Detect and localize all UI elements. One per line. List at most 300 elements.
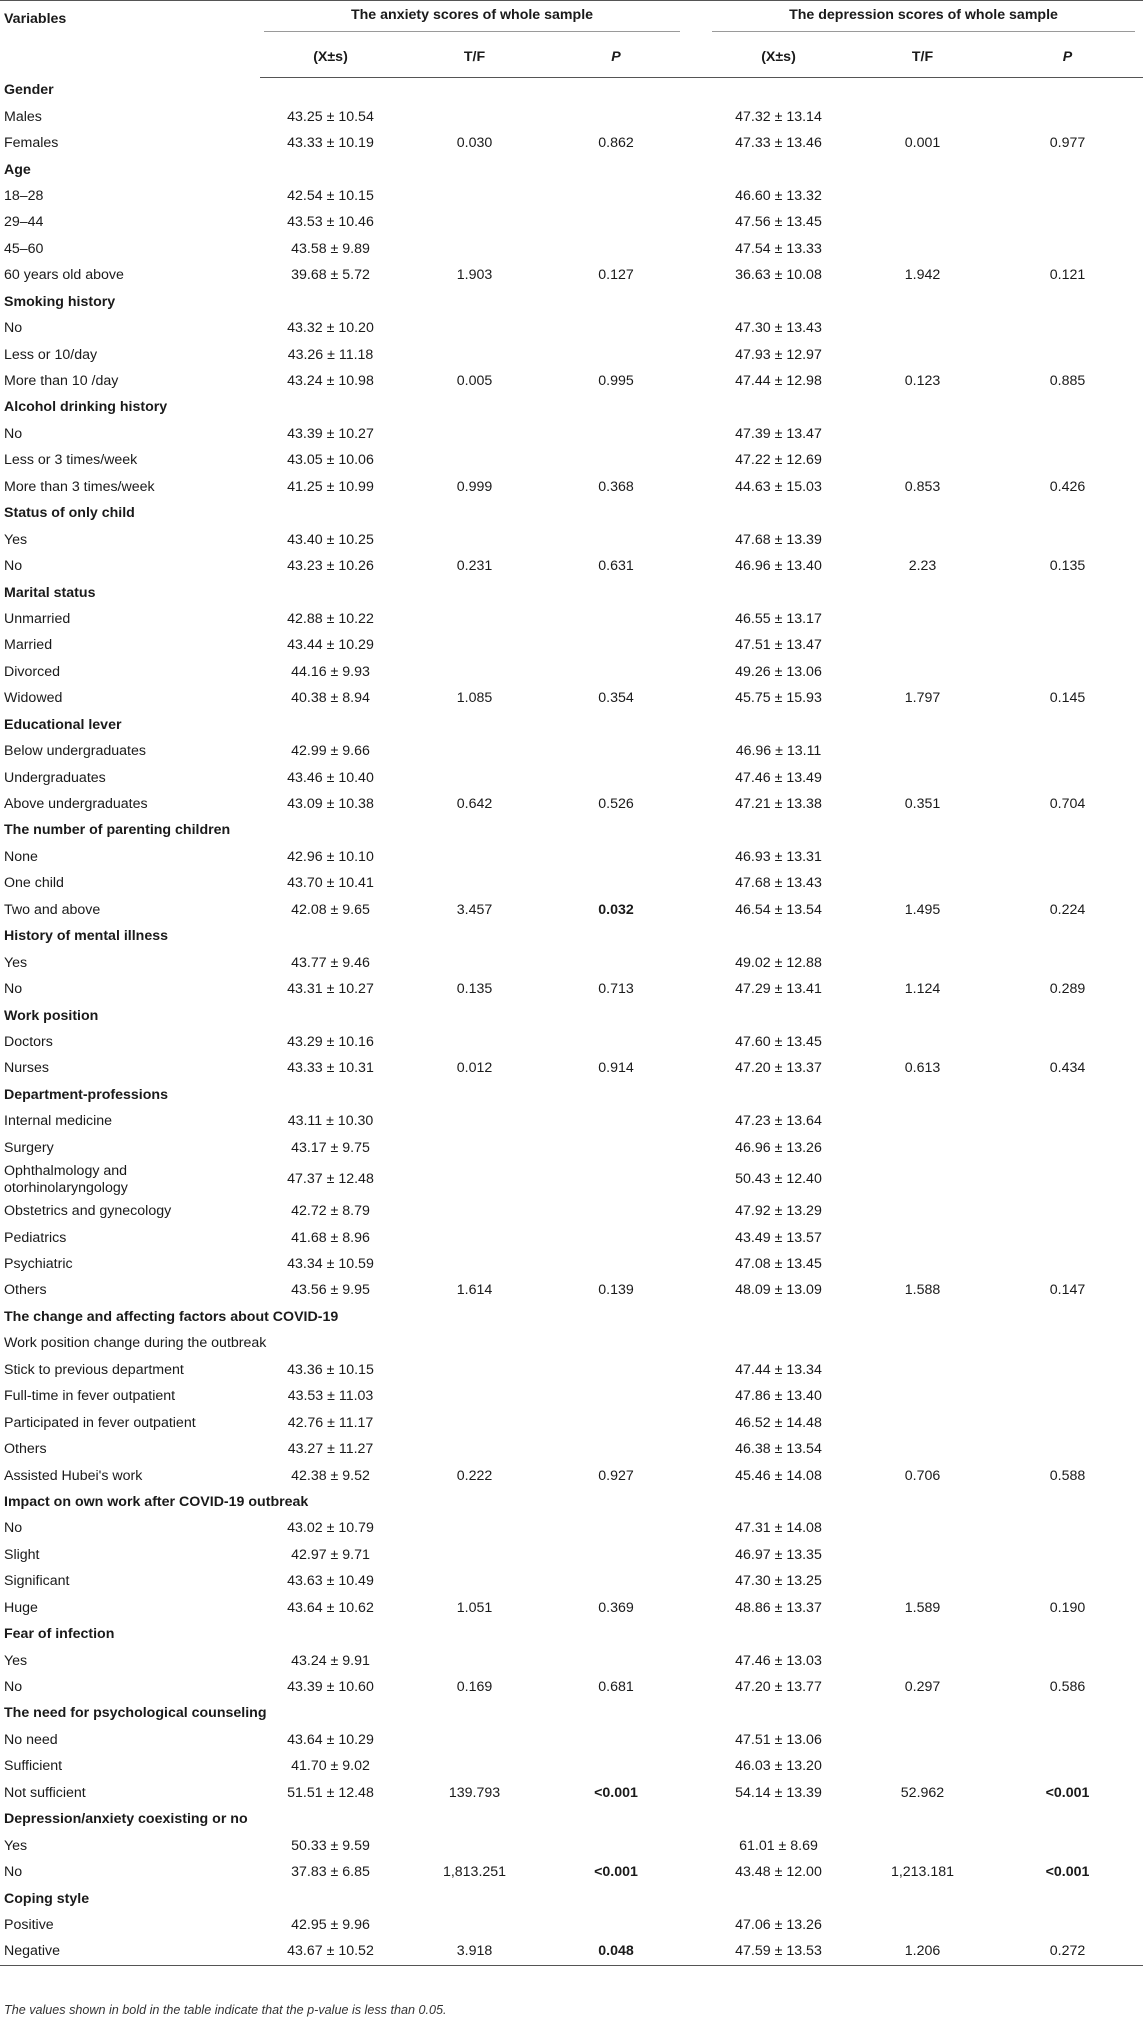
table-row xyxy=(0,606,1143,632)
column-spacer xyxy=(688,421,708,447)
table-row xyxy=(0,263,1143,289)
row-label: Surgery xyxy=(4,1139,54,1156)
a-mean-cell: 42.38 ± 9.52 xyxy=(291,1467,370,1484)
d-mean-cell: 36.63 ± 10.08 xyxy=(735,267,822,284)
a-mean-cell: 43.02 ± 10.79 xyxy=(287,1520,374,1537)
column-spacer xyxy=(688,236,708,262)
d-mean-cell: 46.54 ± 13.54 xyxy=(735,901,822,918)
a-mean-cell: 43.09 ± 10.38 xyxy=(287,796,374,813)
section-label: The need for psychological counseling xyxy=(4,1705,267,1722)
d-tf-cell xyxy=(853,448,996,474)
d-p-cell: 0.145 xyxy=(1049,690,1086,707)
row-label: Yes xyxy=(4,1837,28,1854)
a-mean-cell: 42.97 ± 9.71 xyxy=(291,1546,370,1563)
a-tf-cell xyxy=(405,659,548,685)
a-mean-cell: 43.39 ± 10.27 xyxy=(287,425,374,442)
row-label: No xyxy=(4,981,23,998)
section-row xyxy=(0,289,1143,315)
d-mean-cell: 47.32 ± 13.14 xyxy=(735,108,822,125)
a-mean-cell: 43.31 ± 10.27 xyxy=(287,981,374,998)
column-spacer xyxy=(688,1727,708,1753)
row-label: One child xyxy=(4,875,64,892)
table-row xyxy=(0,1029,1143,1055)
d-mean-cell: 44.63 ± 15.03 xyxy=(735,478,822,495)
a-tf-cell xyxy=(405,765,548,791)
row-label: More than 3 times/week xyxy=(4,478,155,495)
column-spacer xyxy=(688,871,708,897)
column-spacer xyxy=(688,1029,708,1055)
row-label: Huge xyxy=(4,1599,38,1616)
row-label: No xyxy=(4,425,23,442)
column-spacer xyxy=(688,1463,708,1489)
d-tf-cell xyxy=(853,844,996,870)
d-tf-cell xyxy=(853,1436,996,1462)
a-mean-cell: 43.46 ± 10.40 xyxy=(287,769,374,786)
section-row xyxy=(0,501,1143,527)
d-mean-cell: 46.96 ± 13.11 xyxy=(735,743,822,760)
a-mean-cell: 41.70 ± 9.02 xyxy=(291,1758,370,1775)
a-p-cell xyxy=(548,342,688,368)
a-p-cell xyxy=(548,633,688,659)
a-p-cell xyxy=(548,1542,688,1568)
d-p-cell xyxy=(996,1410,1143,1436)
row-label: Positive xyxy=(4,1916,54,1933)
section-row xyxy=(0,1489,1143,1515)
d-tf-cell xyxy=(853,1648,996,1674)
d-tf-cell xyxy=(853,342,996,368)
a-tf-cell xyxy=(405,871,548,897)
table-row xyxy=(0,871,1143,897)
a-tf-cell: 0.135 xyxy=(456,981,493,998)
d-mean-cell: 47.23 ± 13.64 xyxy=(735,1113,822,1130)
d-tf-cell xyxy=(853,1912,996,1938)
row-label: Full-time in fever outpatient xyxy=(4,1388,176,1405)
row-label: Obstetrics and gynecology xyxy=(4,1203,172,1220)
d-mean-cell: 47.46 ± 13.49 xyxy=(735,769,822,786)
table-row xyxy=(0,1780,1143,1806)
column-spacer xyxy=(688,659,708,685)
a-mean-cell: 44.16 ± 9.93 xyxy=(291,663,370,680)
table-row xyxy=(0,791,1143,817)
d-tf-cell xyxy=(853,1251,996,1277)
d-tf-cell xyxy=(853,1569,996,1595)
a-p-cell xyxy=(548,1357,688,1383)
d-mean-cell: 45.46 ± 14.08 xyxy=(735,1467,822,1484)
d-mean-cell: 46.96 ± 13.40 xyxy=(735,558,822,575)
section-row xyxy=(0,1807,1143,1833)
d-p-cell: 0.135 xyxy=(1049,558,1086,575)
table-row xyxy=(0,1410,1143,1436)
a-p-cell: 0.354 xyxy=(598,690,634,707)
table-row xyxy=(0,844,1143,870)
d-mean-cell: 49.02 ± 12.88 xyxy=(735,954,822,971)
d-tf-cell xyxy=(853,236,996,262)
d-p-cell: 0.289 xyxy=(1049,981,1086,998)
d-tf-cell xyxy=(853,871,996,897)
header-depression-mean: (X±s) xyxy=(708,37,853,78)
d-mean-cell: 49.26 ± 13.06 xyxy=(735,663,822,680)
a-mean-cell: 43.29 ± 10.16 xyxy=(287,1033,374,1050)
section-row xyxy=(0,712,1143,738)
a-p-cell xyxy=(548,1251,688,1277)
d-p-cell xyxy=(996,871,1143,897)
column-spacer xyxy=(688,606,708,632)
d-p-cell: <0.001 xyxy=(1045,1864,1090,1881)
header-depression-group-label: The depression scores of whole sample xyxy=(712,7,1135,32)
a-tf-cell xyxy=(405,1516,548,1542)
a-mean-cell: 43.67 ± 10.52 xyxy=(260,1939,405,1965)
header-variables: Variables xyxy=(0,1,260,78)
d-p-cell: 0.272 xyxy=(996,1939,1143,1965)
row-label: Males xyxy=(4,108,42,125)
a-tf-cell xyxy=(405,1161,548,1198)
table-row xyxy=(0,1833,1143,1859)
column-spacer xyxy=(688,1912,708,1938)
d-tf-cell xyxy=(853,1410,996,1436)
row-label: Nurses xyxy=(4,1060,49,1077)
table-row xyxy=(0,1056,1143,1082)
d-p-cell xyxy=(996,315,1143,341)
a-p-cell xyxy=(548,1198,688,1224)
a-p-cell: 0.914 xyxy=(598,1060,634,1077)
a-tf-cell xyxy=(405,1436,548,1462)
a-mean-cell: 51.51 ± 12.48 xyxy=(287,1784,374,1801)
row-label: Unmarried xyxy=(4,610,71,627)
d-tf-cell: 0.123 xyxy=(904,373,941,390)
a-mean-cell: 43.33 ± 10.31 xyxy=(287,1060,374,1077)
subsection-label: Work position change during the outbreak xyxy=(4,1335,267,1352)
a-p-cell xyxy=(548,1727,688,1753)
column-spacer xyxy=(688,315,708,341)
row-label: Two and above xyxy=(4,901,101,918)
a-tf-cell: 1.903 xyxy=(456,267,493,284)
table-row xyxy=(0,474,1143,500)
table-row xyxy=(0,897,1143,923)
a-mean-cell: 39.68 ± 5.72 xyxy=(291,267,370,284)
table-row xyxy=(0,1542,1143,1568)
a-mean-cell: 50.33 ± 9.59 xyxy=(291,1837,370,1854)
column-spacer xyxy=(688,1859,708,1885)
a-tf-cell: 0.005 xyxy=(456,373,493,390)
row-label: 29–44 xyxy=(4,214,44,231)
d-mean-cell: 48.09 ± 13.09 xyxy=(735,1282,822,1299)
column-spacer xyxy=(688,183,708,209)
a-mean-cell: 43.53 ± 10.46 xyxy=(287,214,374,231)
d-mean-cell: 47.51 ± 13.47 xyxy=(735,637,822,654)
d-tf-cell xyxy=(853,183,996,209)
a-tf-cell: 1.085 xyxy=(456,690,493,707)
d-mean-cell: 46.60 ± 13.32 xyxy=(735,187,822,204)
row-label: 45–60 xyxy=(4,240,44,257)
d-p-cell xyxy=(996,1542,1143,1568)
section-row xyxy=(0,1886,1143,1912)
d-p-cell xyxy=(996,1357,1143,1383)
d-p-cell xyxy=(996,421,1143,447)
d-mean-cell: 47.68 ± 13.39 xyxy=(735,531,822,548)
a-p-cell xyxy=(548,950,688,976)
d-tf-cell xyxy=(853,765,996,791)
a-p-cell xyxy=(548,236,688,262)
row-label: More than 10 /day xyxy=(4,373,119,390)
column-spacer xyxy=(688,342,708,368)
table-row xyxy=(0,1912,1143,1938)
d-mean-cell: 47.92 ± 13.29 xyxy=(735,1203,822,1220)
column-spacer xyxy=(688,1542,708,1568)
d-tf-cell: 0.706 xyxy=(904,1467,941,1484)
d-p-cell xyxy=(996,606,1143,632)
a-tf-cell: 1.051 xyxy=(456,1599,493,1616)
d-p-cell xyxy=(996,527,1143,553)
section-label: Depression/anxiety coexisting or no xyxy=(4,1811,248,1828)
a-p-cell xyxy=(548,659,688,685)
row-label: No xyxy=(4,320,23,337)
d-p-cell xyxy=(996,210,1143,236)
d-tf-cell xyxy=(853,104,996,130)
a-mean-cell: 43.77 ± 9.46 xyxy=(291,954,370,971)
a-mean-cell: 42.99 ± 9.66 xyxy=(291,743,370,760)
a-tf-cell xyxy=(405,738,548,764)
row-label: Psychiatric xyxy=(4,1256,73,1273)
header-anxiety-group-label: The anxiety scores of whole sample xyxy=(264,7,680,32)
d-p-cell xyxy=(996,1833,1143,1859)
a-p-cell: 0.368 xyxy=(598,478,634,495)
section-label: Work position xyxy=(4,1007,99,1024)
column-spacer xyxy=(688,210,708,236)
section-label: Alcohol drinking history xyxy=(4,399,168,416)
d-p-cell: 0.885 xyxy=(1049,373,1086,390)
row-label: Assisted Hubei's work xyxy=(4,1467,143,1484)
section-row xyxy=(0,78,1143,104)
d-p-cell xyxy=(996,1648,1143,1674)
section-label: Gender xyxy=(4,82,54,99)
column-spacer xyxy=(688,844,708,870)
a-mean-cell: 43.24 ± 9.91 xyxy=(291,1652,370,1669)
section-label: Status of only child xyxy=(4,505,135,522)
a-mean-cell: 47.37 ± 12.48 xyxy=(287,1171,374,1188)
d-mean-cell: 43.49 ± 13.57 xyxy=(735,1229,822,1246)
a-mean-cell: 42.54 ± 10.15 xyxy=(287,187,374,204)
a-p-cell: 0.369 xyxy=(598,1599,634,1616)
a-tf-cell xyxy=(405,1912,548,1938)
d-mean-cell: 47.20 ± 13.77 xyxy=(735,1679,822,1696)
table-row xyxy=(0,1135,1143,1161)
d-mean-cell: 47.39 ± 13.47 xyxy=(735,425,822,442)
a-p-cell xyxy=(548,210,688,236)
table-row xyxy=(0,130,1143,156)
row-label: 18–28 xyxy=(4,187,44,204)
row-label: Married xyxy=(4,637,53,654)
d-mean-cell: 48.86 ± 13.37 xyxy=(735,1599,822,1616)
row-label: Yes xyxy=(4,954,28,971)
a-tf-cell: 3.918 xyxy=(405,1939,548,1965)
section-label: The number of parenting children xyxy=(4,822,231,839)
row-label: Undergraduates xyxy=(4,769,106,786)
table-row xyxy=(0,1198,1143,1224)
a-tf-cell xyxy=(405,527,548,553)
table-row xyxy=(0,765,1143,791)
d-tf-cell xyxy=(853,1542,996,1568)
a-mean-cell: 43.70 ± 10.41 xyxy=(287,875,374,892)
column-spacer xyxy=(688,950,708,976)
column-spacer xyxy=(688,1225,708,1251)
a-mean-cell: 43.56 ± 9.95 xyxy=(291,1282,370,1299)
table-row xyxy=(0,1648,1143,1674)
a-p-cell xyxy=(548,421,688,447)
a-mean-cell: 43.64 ± 10.62 xyxy=(287,1599,374,1616)
a-tf-cell xyxy=(405,1727,548,1753)
a-tf-cell xyxy=(405,1198,548,1224)
column-spacer xyxy=(688,553,708,579)
d-mean-cell: 47.56 ± 13.45 xyxy=(735,214,822,231)
row-label: Pediatrics xyxy=(4,1229,67,1246)
column-spacer xyxy=(688,765,708,791)
a-tf-cell xyxy=(405,1542,548,1568)
section-label: Educational lever xyxy=(4,716,122,733)
d-p-cell xyxy=(996,236,1143,262)
d-tf-cell xyxy=(853,1727,996,1753)
column-spacer xyxy=(688,1674,708,1700)
a-tf-cell xyxy=(405,1569,548,1595)
section-label: Impact on own work after COVID-19 outbreak xyxy=(4,1493,309,1510)
d-mean-cell: 47.93 ± 12.97 xyxy=(735,346,822,363)
a-p-cell: 0.032 xyxy=(598,901,634,918)
row-label: Yes xyxy=(4,531,28,548)
a-mean-cell: 43.40 ± 10.25 xyxy=(287,531,374,548)
row-label: Above undergraduates xyxy=(4,796,148,813)
d-p-cell xyxy=(996,1436,1143,1462)
a-p-cell xyxy=(548,765,688,791)
a-p-cell xyxy=(548,1225,688,1251)
a-tf-cell xyxy=(405,1109,548,1135)
a-tf-cell xyxy=(405,844,548,870)
a-mean-cell: 43.24 ± 10.98 xyxy=(287,373,374,390)
d-p-cell xyxy=(996,659,1143,685)
d-p-cell xyxy=(996,1251,1143,1277)
d-mean-cell: 47.21 ± 13.38 xyxy=(735,796,822,813)
a-tf-cell: 0.012 xyxy=(456,1060,493,1077)
a-tf-cell xyxy=(405,210,548,236)
d-tf-cell xyxy=(853,1198,996,1224)
d-p-cell: 0.586 xyxy=(1049,1679,1086,1696)
d-p-cell xyxy=(996,1198,1143,1224)
a-tf-cell: 0.999 xyxy=(456,478,493,495)
a-mean-cell: 41.68 ± 8.96 xyxy=(291,1229,370,1246)
header-depression-group xyxy=(708,1,1143,38)
table-row xyxy=(0,1251,1143,1277)
table-footnote: The values shown in bold in the table indicate that the p-value is less than 0.05. xyxy=(4,2003,447,2017)
row-label: No xyxy=(4,558,23,575)
section-row xyxy=(0,1621,1143,1647)
a-tf-cell xyxy=(405,448,548,474)
a-p-cell: <0.001 xyxy=(594,1784,638,1801)
d-p-cell xyxy=(996,448,1143,474)
a-mean-cell: 37.83 ± 6.85 xyxy=(291,1864,370,1881)
d-p-cell xyxy=(996,738,1143,764)
a-p-cell xyxy=(548,844,688,870)
d-mean-cell: 45.75 ± 15.93 xyxy=(735,690,822,707)
a-tf-cell xyxy=(405,421,548,447)
d-p-cell xyxy=(996,1384,1143,1410)
row-label: 60 years old above xyxy=(4,267,124,284)
section-row xyxy=(0,157,1143,183)
a-mean-cell: 43.63 ± 10.49 xyxy=(287,1573,374,1590)
section-row xyxy=(0,1304,1143,1330)
d-tf-cell xyxy=(853,659,996,685)
a-tf-cell xyxy=(405,633,548,659)
a-tf-cell xyxy=(405,1029,548,1055)
table-row xyxy=(0,686,1143,712)
d-tf-cell: 1,213.181 xyxy=(890,1864,955,1881)
a-tf-cell xyxy=(405,1384,548,1410)
a-p-cell xyxy=(548,1833,688,1859)
section-row xyxy=(0,1003,1143,1029)
a-tf-cell xyxy=(405,1135,548,1161)
a-p-cell: 0.927 xyxy=(598,1467,634,1484)
d-p-cell: 0.434 xyxy=(1049,1060,1086,1077)
d-p-cell: 0.121 xyxy=(1049,267,1086,284)
d-tf-cell: 1.942 xyxy=(904,267,941,284)
d-mean-cell: 46.97 ± 13.35 xyxy=(735,1546,822,1563)
row-label: Others xyxy=(4,1282,47,1299)
table-row xyxy=(0,553,1143,579)
a-p-cell xyxy=(548,1912,688,1938)
d-tf-cell: 52.962 xyxy=(900,1784,945,1801)
column-spacer xyxy=(688,897,708,923)
d-p-cell xyxy=(996,183,1143,209)
a-p-cell: 0.127 xyxy=(598,267,634,284)
a-mean-cell: 42.88 ± 10.22 xyxy=(287,610,374,627)
a-p-cell: 0.526 xyxy=(598,796,634,813)
a-mean-cell: 43.32 ± 10.20 xyxy=(287,320,374,337)
table-row xyxy=(0,1516,1143,1542)
table-row xyxy=(0,1569,1143,1595)
d-mean-cell: 46.55 ± 13.17 xyxy=(735,610,822,627)
d-mean-cell: 47.30 ± 13.25 xyxy=(735,1573,822,1590)
d-tf-cell: 0.297 xyxy=(904,1679,941,1696)
a-p-cell xyxy=(548,1516,688,1542)
a-p-cell xyxy=(548,1135,688,1161)
row-label: None xyxy=(4,848,38,865)
section-label: The change and affecting factors about COVID-19 xyxy=(4,1308,339,1325)
a-mean-cell: 43.39 ± 10.60 xyxy=(287,1679,374,1696)
column-spacer xyxy=(688,1410,708,1436)
row-label: Not sufficient xyxy=(4,1784,86,1801)
d-p-cell xyxy=(996,1161,1143,1198)
a-mean-cell: 42.08 ± 9.65 xyxy=(291,901,370,918)
a-tf-cell xyxy=(405,104,548,130)
d-mean-cell: 50.43 ± 12.40 xyxy=(735,1171,822,1188)
d-p-cell: 0.224 xyxy=(1049,901,1086,918)
table-row xyxy=(0,659,1143,685)
column-spacer xyxy=(688,1569,708,1595)
column-spacer xyxy=(688,1135,708,1161)
a-mean-cell: 43.44 ± 10.29 xyxy=(287,637,374,654)
a-p-cell xyxy=(548,1161,688,1198)
d-tf-cell xyxy=(853,1833,996,1859)
a-p-cell xyxy=(548,1029,688,1055)
a-p-cell xyxy=(548,315,688,341)
d-p-cell xyxy=(996,104,1143,130)
a-p-cell xyxy=(548,1648,688,1674)
d-tf-cell: 1.589 xyxy=(904,1599,941,1616)
row-label: Sufficient xyxy=(4,1758,63,1775)
d-mean-cell: 46.03 ± 13.20 xyxy=(735,1758,822,1775)
d-tf-cell xyxy=(853,1225,996,1251)
column-spacer xyxy=(688,474,708,500)
column-spacer xyxy=(688,976,708,1002)
d-mean-cell: 43.48 ± 12.00 xyxy=(735,1864,822,1881)
d-p-cell xyxy=(996,1516,1143,1542)
